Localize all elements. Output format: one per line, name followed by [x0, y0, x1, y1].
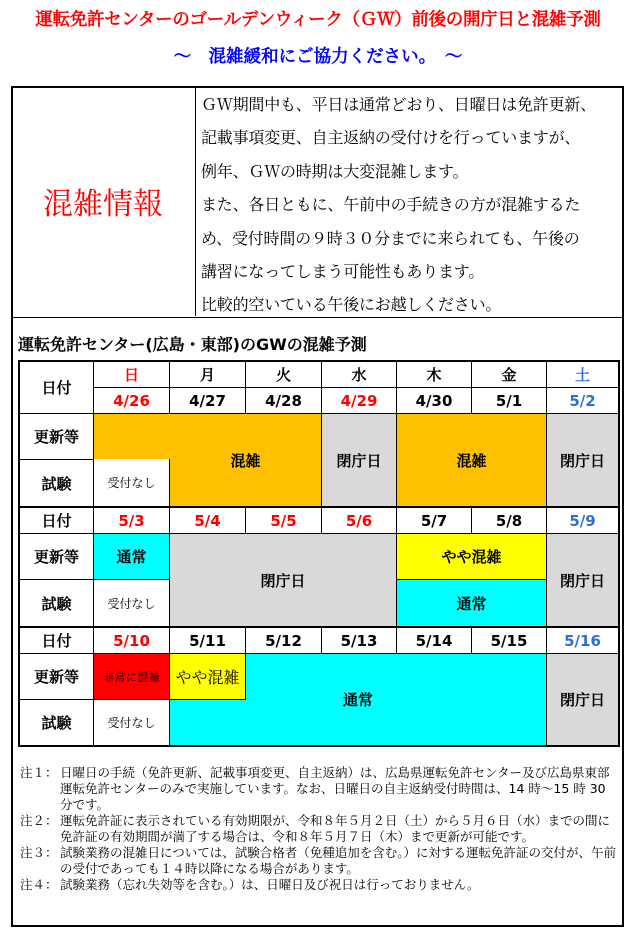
congestion-info-text — [201, 88, 621, 322]
status-crowded-label: 混雑 — [230, 451, 261, 470]
date-cell: 5/11 — [169, 626, 246, 654]
date-label: 日付 — [18, 360, 94, 414]
date-cell: 4/30 — [396, 387, 472, 414]
status-normal: 通常 — [396, 579, 547, 627]
info-line: 比較的空いている午後にお越しください。 — [201, 295, 502, 315]
notes-section — [20, 765, 620, 893]
status-closed: 閉庁日 — [169, 533, 397, 627]
note-number: 注１： — [20, 765, 58, 780]
info-line: 講習になってしまう可能性もあります。 — [201, 261, 485, 281]
date-cell: 5/3 — [93, 506, 170, 534]
date-cell: 5/8 — [471, 506, 547, 534]
date-cell: 5/16 — [546, 626, 620, 654]
date-cell: 4/29 — [321, 387, 397, 414]
weekday-sat: 土 — [546, 360, 620, 388]
date-label: 日付 — [18, 626, 94, 654]
date-cell: 5/5 — [245, 506, 322, 534]
exam-label: 試験 — [18, 699, 94, 747]
status-no-reception: 受付なし — [93, 579, 170, 627]
status-crowded: 混雑 — [396, 413, 547, 507]
info-line: め、受付時間の９時３０分までに来られても、午後の — [201, 228, 580, 248]
status-closed: 閉庁日 — [546, 653, 620, 747]
note-1 — [20, 765, 620, 813]
forecast-table — [18, 360, 620, 740]
note-4 — [20, 877, 620, 893]
date-cell: 5/13 — [321, 626, 397, 654]
date-cell: 5/1 — [471, 387, 547, 414]
page-subtitle: ～ 混雑緩和にご協力ください。 ～ — [173, 47, 463, 67]
date-cell: 5/12 — [245, 626, 322, 654]
date-label: 日付 — [18, 506, 94, 534]
page-title: 運転免許センターのゴールデンウィーク（ＧＷ）前後の開庁日と混雑予測 — [35, 10, 601, 30]
info-line: 例年、ＧＷの時期は大変混雑します。 — [201, 161, 469, 181]
info-line: また、各日ともに、午前中の手続きの方が混雑するた — [201, 195, 581, 215]
weekday-wed: 水 — [321, 360, 397, 388]
congestion-info-box — [11, 86, 624, 318]
renewal-label: 更新等 — [18, 413, 94, 460]
weekday-sun: 日 — [93, 360, 170, 388]
date-cell: 5/7 — [396, 506, 472, 534]
weekday-thu: 木 — [396, 360, 472, 388]
forecast-title: 運転免許センター(広島・東部)のGWの混雑予測 — [18, 335, 367, 354]
date-cell: 4/28 — [245, 387, 322, 414]
status-closed: 閉庁日 — [546, 413, 620, 507]
info-line: 記載事項変更、自主返納の受付けを行っていますが、 — [201, 128, 581, 148]
status-slightly-crowded: やや混雑 — [396, 533, 547, 580]
date-cell: 5/4 — [169, 506, 246, 534]
note-number: 注２： — [20, 813, 58, 828]
weekday-tue: 火 — [245, 360, 322, 388]
congestion-info-label: 混雑情報 — [11, 86, 196, 316]
status-no-reception: 受付なし — [93, 459, 170, 507]
note-text: 運転免許証に表示されている有効期限が、令和８年５月２日（土）から５月６日（水）までの間に免許証の有効期間が満了する場合は、令和８年５月７日（木）まで更新が可能です。 — [60, 813, 611, 844]
date-cell: 4/27 — [169, 387, 246, 414]
note-text: 日曜日の手続（免許更新、記載事項変更、自主返納）は、広島県運転免許センター及び広島県東部運転免許センターのみで実施しています。なお、日曜日の自主返納受付時間は、14 時～15 時 30 分です。 — [60, 765, 610, 812]
status-very-crowded: 非常に混雑 — [93, 653, 170, 700]
note-number: 注３： — [20, 845, 58, 860]
weekday-mon: 月 — [169, 360, 246, 388]
note-text: 試験業務の混雑日については、試験合格者（免種追加を含む。）に対する運転免許証の交付が、午前の受付であっても１４時以降になる場合があります。 — [60, 845, 617, 876]
date-cell: 4/26 — [93, 387, 170, 414]
renewal-label: 更新等 — [18, 533, 94, 580]
note-number: 注４： — [20, 877, 58, 892]
status-closed: 閉庁日 — [321, 413, 397, 507]
date-cell: 5/15 — [471, 626, 547, 654]
status-slightly-crowded: やや混雑 — [169, 653, 246, 700]
date-cell: 5/6 — [321, 506, 397, 534]
date-cell: 5/2 — [546, 387, 620, 414]
status-closed: 閉庁日 — [546, 533, 620, 627]
note-text: 試験業務（忘れ失効等を含む。）は、日曜日及び祝日は行っておりません。 — [60, 877, 480, 892]
note-3 — [20, 845, 620, 877]
status-normal: 通常 — [93, 533, 170, 580]
status-normal: 通常 — [169, 653, 547, 747]
date-cell: 5/9 — [546, 506, 620, 534]
exam-label: 試験 — [18, 459, 94, 507]
date-cell: 5/14 — [396, 626, 472, 654]
info-line: ＧＷ期間中も、平日は通常どおり、日曜日は免許更新、 — [201, 95, 597, 114]
weekday-fri: 金 — [471, 360, 547, 388]
renewal-label: 更新等 — [18, 653, 94, 700]
status-no-reception: 受付なし — [93, 699, 170, 747]
note-2 — [20, 813, 620, 845]
exam-label: 試験 — [18, 579, 94, 627]
date-cell: 5/10 — [93, 626, 170, 654]
